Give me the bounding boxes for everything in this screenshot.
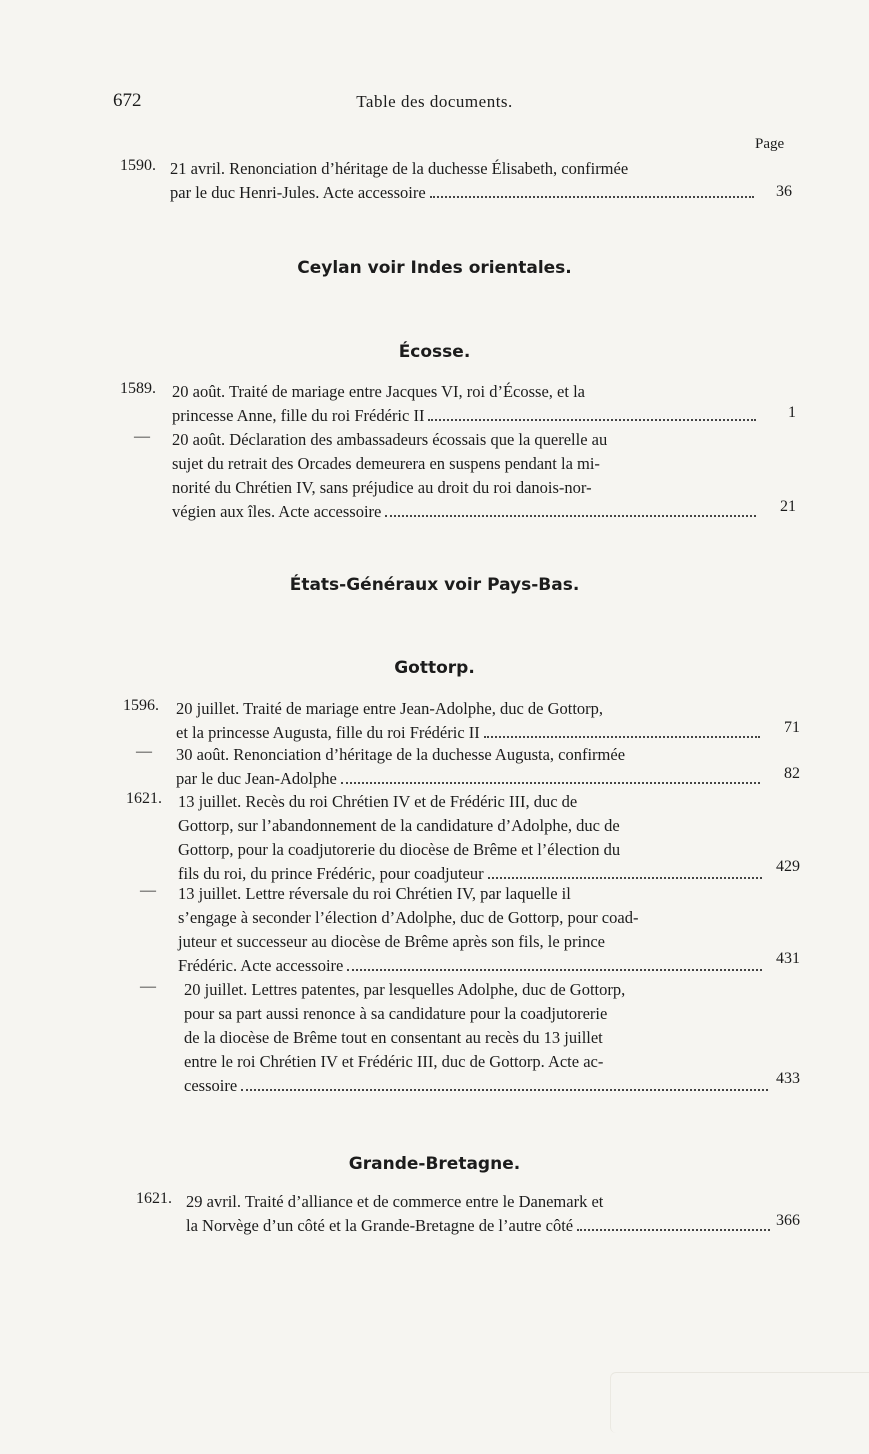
dot-leader [430, 196, 754, 198]
paper-mark [610, 1372, 869, 1433]
entry-line: princesse Anne, fille du roi Frédéric II [172, 406, 425, 425]
entry-line: fils du roi, du prince Frédéric, pour coadjuteur [178, 864, 484, 883]
dot-leader [347, 969, 762, 971]
entry-date: — [140, 882, 156, 899]
section-heading-ecosse: Écosse. [398, 342, 471, 362]
entry-line: la Norvège d’un côté et la Grande-Bretagne de l’autre côté [186, 1216, 574, 1235]
dot-leader [484, 736, 760, 738]
entry-line: 20 juillet. Traité de mariage entre Jean-Adolphe, duc de Gottorp, [176, 699, 604, 718]
entry-page: 1 [788, 404, 796, 421]
entry-page: 431 [776, 950, 800, 967]
entry-date: 1589. [120, 380, 156, 397]
entry-date: 1621. [136, 1190, 172, 1207]
entry-line: 20 août. Traité de mariage entre Jacques VI, roi d’Écosse, et la [172, 382, 585, 401]
entry-line: de la diocèse de Brême tout en consentant au recès du 13 juillet [184, 1028, 603, 1047]
dot-leader [385, 515, 756, 517]
entry-page: 433 [776, 1070, 800, 1087]
entry-page: 71 [784, 719, 800, 736]
section-heading-grande-bretagne: Grande-Bretagne. [348, 1154, 521, 1174]
entry-line: pour sa part aussi renonce à sa candidature pour la coadjutorerie [184, 1004, 608, 1023]
entry-page: 36 [776, 183, 792, 200]
page-number: 672 [113, 90, 142, 111]
section-heading-ceylan: Ceylan voir Indes orientales. [297, 258, 572, 278]
entry-line: 13 juillet. Lettre réversale du roi Chrétien IV, par laquelle il [178, 884, 571, 903]
entry-line: 21 avril. Renonciation d’héritage de la duchesse Élisabeth, confirmée [170, 159, 629, 178]
dot-leader [428, 419, 756, 421]
page-column-label: Page [755, 136, 785, 152]
entry-line: norité du Chrétien IV, sans préjudice au droit du roi danois-nor- [172, 478, 592, 497]
entry-line: 13 juillet. Recès du roi Chrétien IV et de Frédéric III, duc de [178, 792, 578, 811]
entry-date: — [136, 743, 152, 760]
entry-line: Frédéric. Acte accessoire [178, 956, 344, 975]
entry-line: juteur et successeur au diocèse de Brême après son fils, le prince [178, 932, 606, 951]
entry-line: 30 août. Renonciation d’héritage de la duchesse Augusta, confirmée [176, 745, 626, 764]
entry-line: 20 août. Déclaration des ambassadeurs écossais que la querelle au [172, 430, 608, 449]
dot-leader [488, 877, 762, 879]
dot-leader [341, 782, 760, 784]
dot-leader [241, 1089, 768, 1091]
entry-page: 366 [776, 1212, 800, 1229]
entry-line: s’engage à seconder l’élection d’Adolphe, duc de Gottorp, pour coad- [178, 908, 639, 927]
section-heading-etats-generaux: États-Généraux voir Pays-Bas. [289, 575, 580, 595]
entry-line: entre le roi Chrétien IV et Frédéric III, duc de Gottorp. Acte ac- [184, 1052, 604, 1071]
entry-line: cessoire [184, 1076, 238, 1095]
entry-line: 29 avril. Traité d’alliance et de commerce entre le Danemark et [186, 1192, 604, 1211]
entry-line: Gottorp, sur l’abandonnement de la candidature d’Adolphe, duc de [178, 816, 620, 835]
entry-page: 21 [780, 498, 796, 515]
section-heading-gottorp: Gottorp. [394, 658, 475, 678]
entry-line: végien aux îles. Acte accessoire [172, 502, 382, 521]
entry-line: sujet du retrait des Orcades demeurera en suspens pendant la mi- [172, 454, 600, 473]
entry-date: 1590. [120, 157, 156, 174]
entry-date: 1596. [123, 697, 159, 714]
entry-date: 1621. [126, 790, 162, 807]
entry-line: Gottorp, pour la coadjutorerie du diocèse de Brême et l’élection du [178, 840, 621, 859]
dot-leader [577, 1229, 770, 1231]
entry-line: par le duc Henri-Jules. Acte accessoire [170, 183, 426, 202]
entry-date: — [134, 428, 150, 445]
entry-date: — [140, 978, 156, 995]
entry-page: 429 [776, 858, 800, 875]
entry-line: et la princesse Augusta, fille du roi Frédéric II [176, 723, 480, 742]
running-title: Table des documents. [356, 92, 513, 111]
entry-line: 20 juillet. Lettres patentes, par lesquelles Adolphe, duc de Gottorp, [184, 980, 626, 999]
entry-line: par le duc Jean-Adolphe [176, 769, 337, 788]
entry-page: 82 [784, 765, 800, 782]
